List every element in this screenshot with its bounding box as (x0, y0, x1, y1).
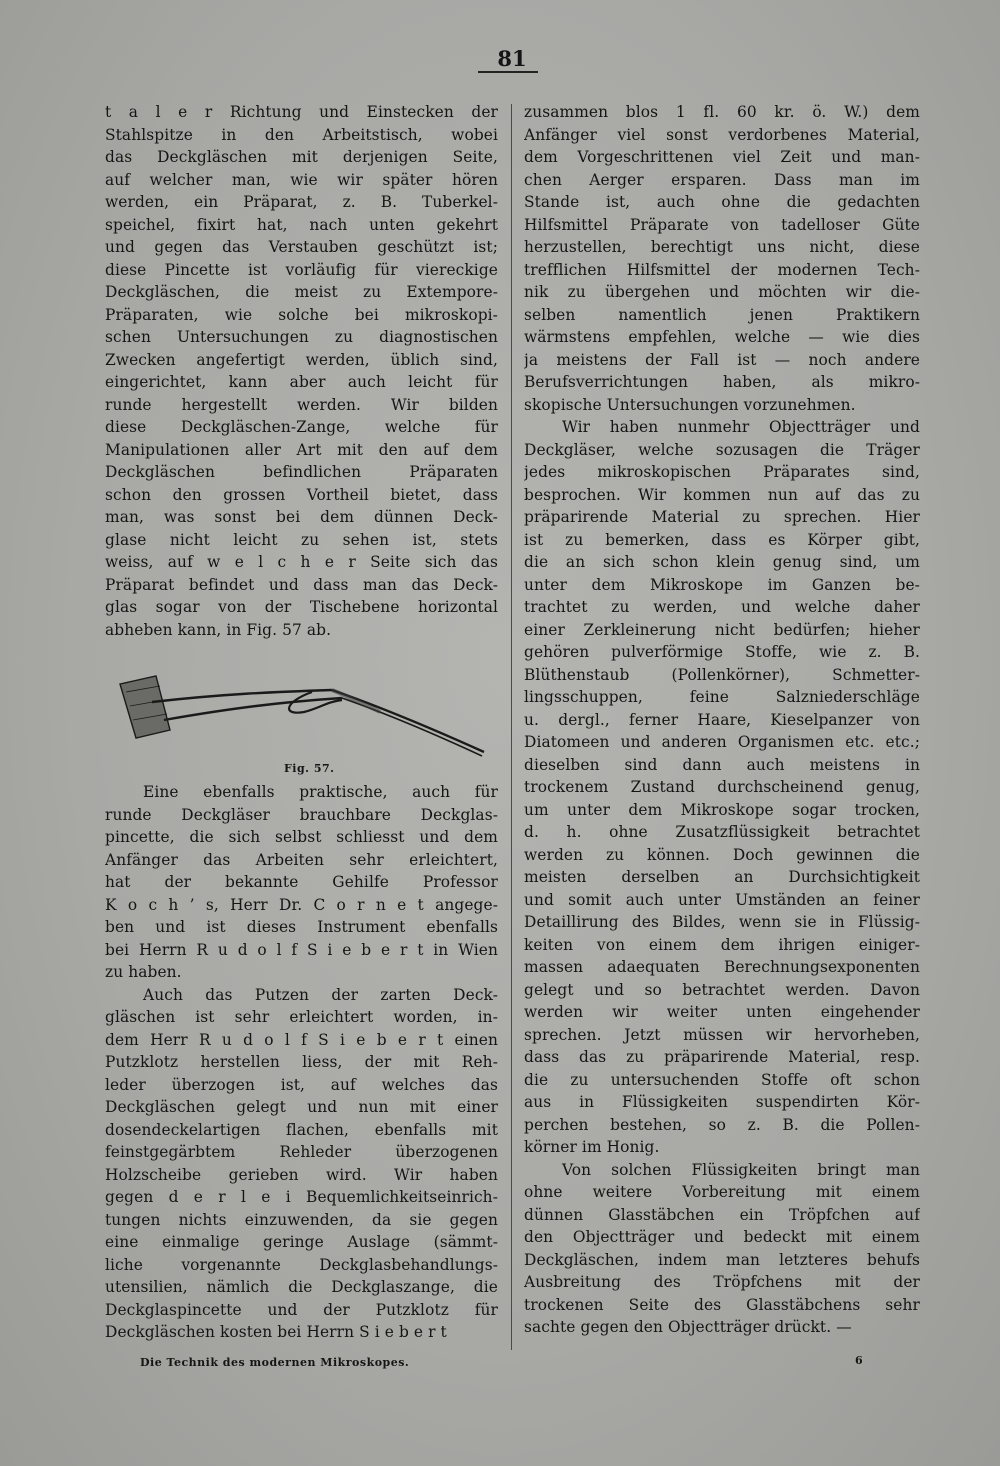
text-line: das Deckgläschen mit derjenigen Seite, (105, 148, 498, 166)
text-line: hat der bekannte Gehilfe Professor (105, 873, 498, 891)
text-line: herzustellen, berechtigt uns nicht, diese (524, 238, 920, 256)
text-line: werden zu können. Doch gewinnen die (524, 845, 920, 864)
text-line: man, was sonst bei dem dünnen Deck- (105, 508, 498, 526)
text-line: runde hergestellt werden. Wir bilden (105, 395, 498, 414)
text-line: perchen bestehen, so z. B. die Pollen- (524, 1115, 920, 1134)
text-line: diese Pincette ist vorläufig für viereckige (105, 260, 498, 279)
text-line: körner im Honig. (524, 1138, 660, 1156)
text-line: glas sogar von der Tischebene horizontal (105, 598, 498, 616)
text-line: massen adaequaten Berechnungsexponenten (524, 958, 920, 976)
text-line: gläschen ist sehr erleichtert worden, in- (105, 1008, 498, 1026)
page-number: 81 (497, 46, 527, 71)
text-line: Auch das Putzen der zarten Deck- (143, 985, 498, 1004)
text-line: dieselben sind dann auch meistens in (524, 755, 920, 774)
text-line: utensilien, nämlich die Deckglaszange, die (105, 1278, 498, 1296)
text-line: zu haben. (105, 963, 182, 981)
text-line: tungen nichts einzuwenden, da sie gegen (105, 1210, 498, 1229)
text-line: t a l e r Richtung und Einstecken der (105, 103, 498, 121)
text-line: speichel, fixirt hat, nach unten gekehrt (105, 215, 498, 234)
text-line: trachtet zu werden, und welche daher (524, 598, 920, 616)
text-line: Hilfsmittel Präparate von tadelloser Güte (524, 215, 920, 234)
text-line: gehören pulverförmige Stoffe, wie z. B. (524, 643, 920, 661)
text-line: die zu untersuchenden Stoffe oft schon (524, 1070, 920, 1089)
text-line: besprochen. Wir kommen nun auf das zu (524, 485, 920, 504)
text-line: Holzscheibe gerieben wird. Wir haben (105, 1165, 498, 1184)
text-line: u. dergl., ferner Haare, Kieselpanzer von (524, 710, 920, 729)
text-line: d. h. ohne Zusatzflüssigkeit betrachtet (524, 823, 920, 841)
text-line: wärmstens empfehlen, welche — wie dies (524, 328, 920, 346)
text-line: die an sich schon klein genug sind, um (524, 553, 920, 571)
text-line: einer Zerkleinerung nicht bedürfen; hieher (524, 620, 920, 639)
text-line: Von solchen Flüssigkeiten bringt man (562, 1160, 920, 1179)
text-line: dünnen Glasstäbchen ein Tröpfchen auf (524, 1205, 920, 1224)
text-line: ist zu bemerken, dass es Körper gibt, (524, 530, 920, 549)
text-line: schen Untersuchungen zu diagnostischen (105, 328, 498, 346)
text-line: Wir haben nunmehr Objectträger und (562, 418, 920, 436)
text-line: selben namentlich jenen Praktikern (524, 305, 920, 324)
text-line: Stahlspitze in den Arbeitstisch, wobei (105, 125, 498, 144)
text-line: Deckgläschen, indem man letzteres behufs (524, 1250, 920, 1269)
text-line: weiss, auf w e l c h e r Seite sich das (105, 553, 498, 571)
left-column (105, 101, 498, 641)
text-line: pincette, die sich selbst schliesst und dem (105, 828, 498, 846)
text-line: und somit auch unter Umständen an feiner (524, 890, 920, 909)
text-line: Präparat befindet und dass man das Deck- (105, 575, 498, 594)
text-line: abheben kann, in Fig. 57 ab. (105, 620, 332, 639)
footer-book-title: Die Technik des modernen Mikroskopes. (140, 1356, 410, 1369)
text-line: glase nicht leicht zu sehen ist, stets (105, 530, 498, 549)
text-line: trockenen Seite des Glasstäbchens sehr (524, 1295, 920, 1314)
text-line: eingerichtet, kann aber auch leicht für (105, 373, 498, 391)
text-line: Präparaten, wie solche bei mikroskopi- (105, 305, 498, 324)
text-line: unter dem Mikroskope im Ganzen be- (524, 575, 920, 594)
text-line: schon den grossen Vortheil bietet, dass (105, 485, 498, 504)
text-line: Deckgläschen kosten bei Herrn S i e b e r t (105, 1323, 447, 1341)
text-line: um unter dem Mikroskope sogar trocken, (524, 800, 920, 819)
text-line: Stande ist, auch ohne die gedachten (524, 193, 920, 211)
text-line: dem Vorgeschrittenen viel Zeit und man- (524, 148, 920, 166)
text-line: Deckgläschen gelegt und nun mit einer (105, 1098, 498, 1116)
text-line: den Objectträger und bedeckt mit einem (524, 1228, 920, 1246)
text-line: leder überzogen ist, auf welches das (105, 1075, 498, 1094)
text-line: runde Deckgläser brauchbare Deckglas- (105, 805, 498, 824)
text-line: Deckgläschen befindlichen Präparaten (105, 463, 498, 481)
text-line: ben und ist dieses Instrument ebenfalls (105, 918, 498, 936)
text-line: und gegen das Verstauben geschützt ist; (105, 238, 498, 256)
text-line: meisten derselben an Durchsichtigkeit (524, 868, 920, 886)
text-line: dosendeckelartigen flachen, ebenfalls mit (105, 1120, 498, 1139)
text-line: ohne weitere Vorbereitung mit einem (524, 1183, 920, 1201)
text-line: Detaillirung des Bildes, wenn sie in Flüssig- (524, 913, 920, 931)
column-divider (511, 104, 512, 1350)
text-line: dem Herr R u d o l f S i e b e r t einen (105, 1030, 498, 1049)
text-line: Anfänger das Arbeiten sehr erleichtert, (105, 850, 498, 869)
text-line: Deckgläser, welche sozusagen die Träger (524, 440, 920, 459)
text-line: liche vorgenannte Deckglasbehandlungs- (105, 1255, 498, 1274)
text-line: werden wir weiter unten eingehender (524, 1003, 920, 1021)
text-line: nik zu übergehen und möchten wir die- (524, 283, 920, 301)
text-line: Deckglaspincette und der Putzklotz für (105, 1300, 498, 1319)
text-line: sachte gegen den Objectträger drückt. — (524, 1318, 852, 1336)
left-column-top-text (105, 101, 498, 641)
text-line: Blüthenstaub (Pollenkörner), Schmetter- (524, 665, 920, 684)
text-line: Zwecken angefertigt werden, üblich sind, (105, 350, 498, 369)
text-line: Eine ebenfalls praktische, auch für (143, 783, 498, 801)
text-line: aus in Flüssigkeiten suspendirten Kör- (524, 1093, 920, 1111)
text-line: werden, ein Präparat, z. B. Tuberkel- (105, 193, 498, 211)
text-line: gegen d e r l e i Bequemlichkeitseinrich- (105, 1188, 498, 1206)
text-line: feinstgegärbtem Rehleder überzogenen (105, 1143, 498, 1161)
text-line: ja meistens der Fall ist — noch andere (524, 350, 920, 369)
text-line: dass das zu präparirende Material, resp. (524, 1048, 920, 1066)
text-line: Diatomeen und anderen Organismen etc. etc.; (524, 733, 920, 751)
figure-caption: Fig. 57. (284, 762, 335, 775)
right-column (524, 101, 920, 1339)
left-column-bottom-text (105, 781, 498, 1344)
text-line: Berufsverrichtungen haben, als mikro- (524, 373, 920, 391)
text-line: Putzklotz herstellen liess, der mit Reh- (105, 1053, 498, 1071)
text-line: präparirende Material zu sprechen. Hier (524, 508, 920, 526)
text-line: sprechen. Jetzt müssen wir hervorheben, (524, 1025, 920, 1044)
left-column-lower (105, 781, 498, 1344)
right-column-text (524, 101, 920, 1339)
text-line: trockenem Zustand durchscheinend genug, (524, 778, 920, 796)
text-line: gelegt und so betrachtet werden. Davon (524, 980, 920, 999)
text-line: diese Deckgläschen-Zange, welche für (105, 418, 498, 436)
text-line: K o c h ’ s, Herr Dr. C o r n e t angege- (105, 895, 498, 914)
figure-57-tweezers-illustration (112, 672, 492, 758)
text-line: auf welcher man, wie wir später hören (105, 170, 498, 189)
text-line: zusammen blos 1 fl. 60 kr. ö. W.) dem (524, 103, 920, 121)
text-line: Anfänger viel sonst verdorbenes Material, (524, 125, 920, 144)
text-line: skopische Untersuchungen vorzunehmen. (524, 395, 856, 414)
text-line: chen Aerger ersparen. Dass man im (524, 170, 920, 189)
text-line: bei Herrn R u d o l f S i e b e r t in Wien (105, 940, 498, 959)
header-rule (478, 71, 538, 73)
text-line: lingsschuppen, feine Salzniederschläge (524, 688, 920, 706)
text-line: Ausbreitung des Tröpfchens mit der (524, 1273, 920, 1291)
text-line: Deckgläschen, die meist zu Extempore- (105, 283, 498, 301)
text-line: Manipulationen aller Art mit den auf dem (105, 440, 498, 459)
text-line: trefflichen Hilfsmittel der modernen Tech- (524, 260, 920, 279)
text-line: jedes mikroskopischen Präparates sind, (524, 463, 920, 481)
text-line: keiten von einem dem ihrigen einiger- (524, 935, 920, 954)
signature-mark: 6 (855, 1354, 863, 1367)
text-line: eine einmalige geringe Auslage (sämmt- (105, 1233, 498, 1251)
